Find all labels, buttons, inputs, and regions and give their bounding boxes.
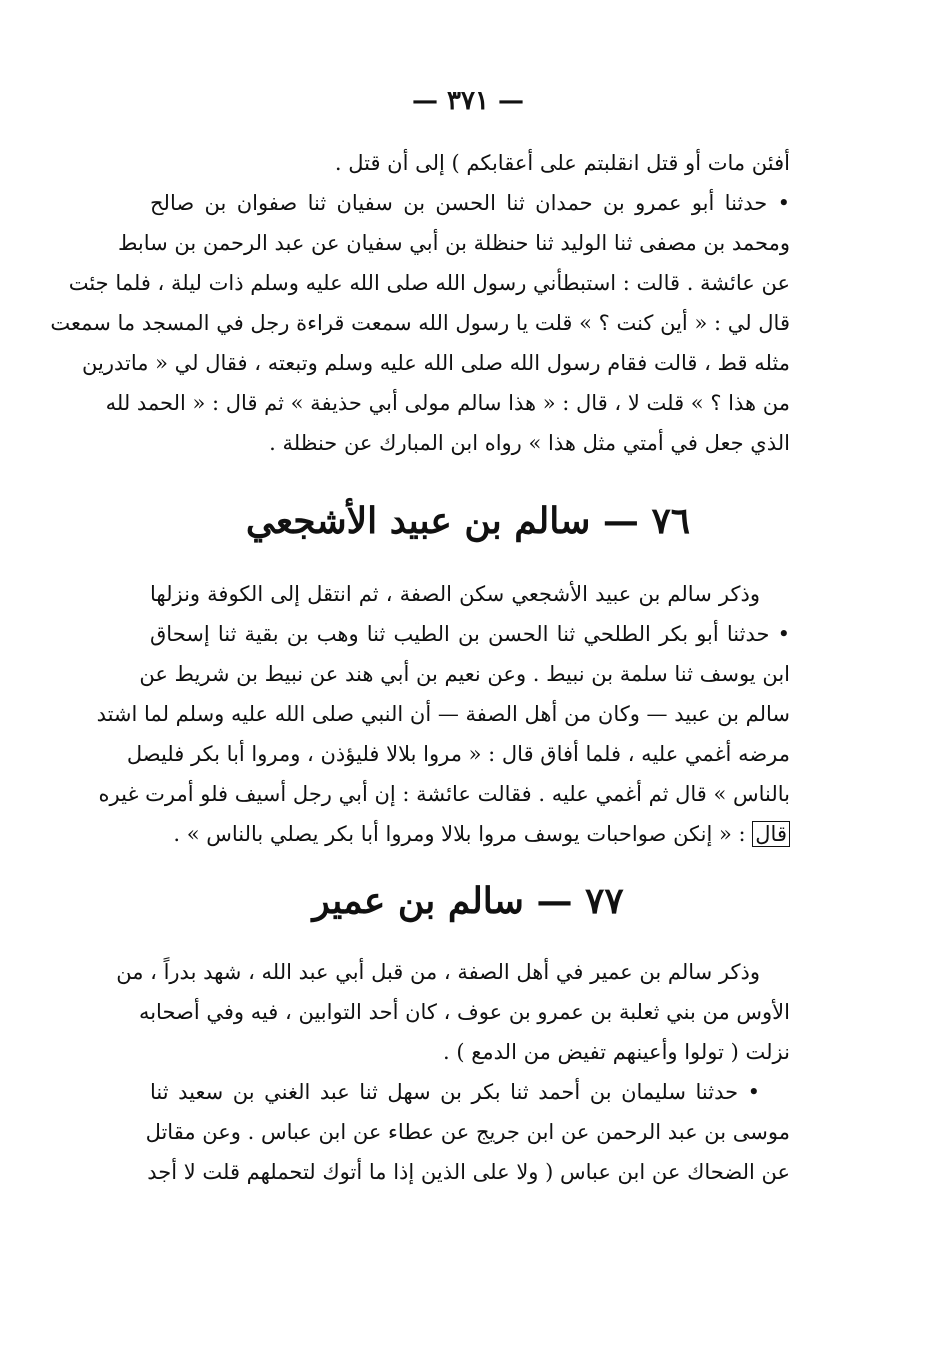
text-line: مثله قط ، قالت فقام رسول الله صلى الله عليه وسلم وتبعته ، فقال لي « ماتدرين [81, 351, 790, 375]
section-77-heading: ٧٧ — سالم بن عمير [312, 880, 624, 922]
text-line: ابن يوسف ثنا سلمة بن نبيط . وعن نعيم بن أبي هند عن نبيط بن شريط عن [139, 662, 790, 686]
text-line-rest: : « إنكن صواحبات يوسف مروا بلالا ومروا أبا بكر يصلي بالناس » . [173, 822, 746, 846]
text-line: من هذا ؟ » قلت لا ، قال : « هذا سالم مولى أبي حذيفة » ثم قال : « الحمد لله [105, 391, 790, 415]
text-line: نزلت ( تولوا وأعينهم تفيض من الدمع ) . [443, 1040, 790, 1064]
text-line: عن الضحاك عن ابن عباس ( ولا على الذين إذا ما أتوك لتحملهم قلت لا أجد [147, 1160, 790, 1184]
text-line: قال لي : « أين كنت ؟ » قلت يا رسول الله سمعت قراءة رجل في المسجد ما سمعت [50, 311, 790, 335]
text-line: الذي جعل في أمتي مثل هذا » رواه ابن المبارك عن حنظلة . [269, 431, 790, 455]
text-line: • حدثنا أبو بكر الطلحي ثنا الحسن بن الطيب ثنا وهب بن بقية ثنا إسحاق [150, 622, 790, 646]
section-77-text [116, 952, 790, 1192]
page-number: — ٣٧١ — [411, 86, 525, 116]
text-line: موسى بن عبد الرحمن عن ابن جريج عن عطاء عن ابن عباس . وعن مقاتل [145, 1120, 790, 1144]
text-line: عن عائشة . قالت : استبطأني رسول الله صلى الله عليه وسلم ذات ليلة ، فلما جئت [68, 271, 790, 295]
text-line: • حدثنا سليمان بن أحمد ثنا بكر بن سهل ثنا عبد الغني بن سعيد ثنا [150, 1080, 760, 1104]
text-line: وذكر سالم بن عبيد الأشجعي سكن الصفة ، ثم انتقل إلى الكوفة ونزلها [150, 582, 760, 606]
text-line [150, 814, 790, 854]
section-76-text [96, 574, 790, 854]
text-line: وذكر سالم بن عمير في أهل الصفة ، من قبل أبي عبد الله ، شهد بدراً ، من [116, 960, 760, 984]
text-line: مرضه أغمي عليه ، فلما أفاق قال : « مروا بلالا فليؤذن ، ومروا أبا بكر فليصل [126, 742, 790, 766]
section-76-heading: ٧٦ — سالم بن عبيد الأشجعي [245, 500, 691, 542]
text-line: سالم بن عبيد — وكان من أهل الصفة — أن النبي صلى الله عليه وسلم لما اشتد [96, 702, 790, 726]
text-line: بالناس » قال ثم أغمي عليه . فقالت عائشة : إن أبي رجل أسيف فلو أمرت غيره [98, 782, 790, 806]
bracketed-insertion: قال [752, 821, 790, 847]
text-line: أفئن مات أو قتل انقلبتم على أعقابكم ) إلى أن قتل . [334, 151, 790, 175]
section-75-text [50, 143, 790, 463]
text-line: • حدثنا أبو عمرو بن حمدان ثنا الحسن بن سفيان ثنا صفوان بن صالح [150, 191, 790, 215]
text-line: الأوس من بني ثعلبة بن عمرو بن عوف ، كان أحد التوابين ، فيه وفي أصحابه [138, 1000, 790, 1024]
text-line: ومحمد بن مصفى ثنا الوليد ثنا حنظلة بن أبي سفيان عن عبد الرحمن بن سابط [117, 231, 790, 255]
